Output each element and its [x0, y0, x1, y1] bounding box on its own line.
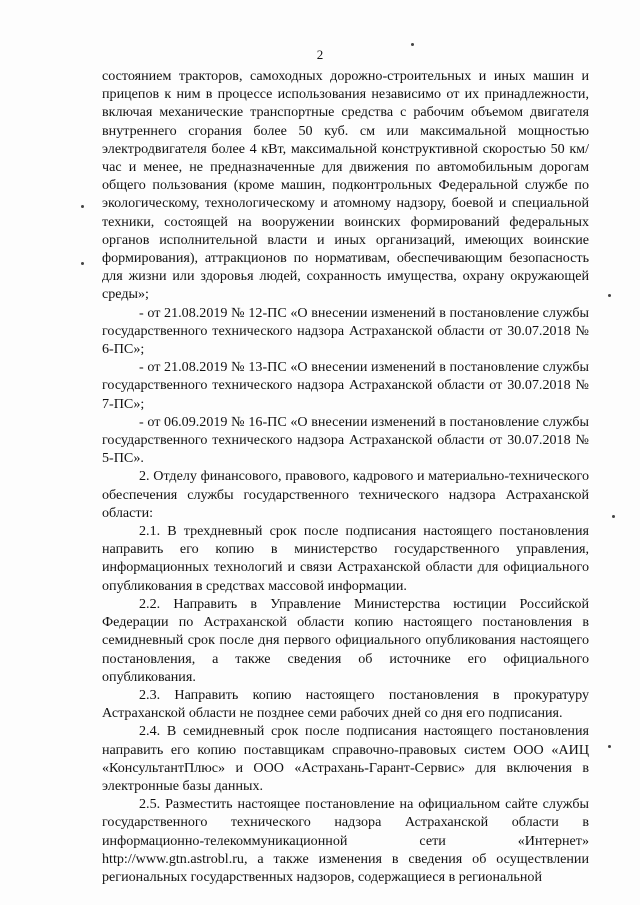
scan-speck	[608, 294, 611, 297]
paragraph-item-2: 2. Отделу финансового, правового, кадрового и материально-технического обеспечения службы государственного технического надзора Астраханской области:	[102, 468, 589, 521]
scan-speck	[608, 745, 611, 748]
paragraph-item-2-4: 2.4. В семидневный срок после подписания настоящего постановления направить его копию поставщикам справочно-правовых систем ООО «АИЦ «КонсультантПлюс» и ООО «Астрахань-Гарант-Сервис» для включения в электронные базы данных.	[102, 723, 589, 794]
scan-speck	[612, 515, 615, 518]
paragraph-item-2-1: 2.1. В трехдневный срок после подписания настоящего постановления направить его копию в министерство государственного управления, информационных технологий и связи Астраханской области для официального опубликования в средствах массовой информации.	[102, 523, 589, 594]
scan-speck	[81, 205, 84, 208]
scan-speck	[81, 262, 84, 265]
paragraph-item-2-3: 2.3. Направить копию настоящего постановления в прокуратуру Астраханской области не позднее семи рабочих дней со дня его подписания.	[102, 686, 589, 722]
paragraph-list-item-16-ps: - от 06.09.2019 № 16-ПС «О внесении изменений в постановление службы государственного технического надзора Астраханской области от 30.07.2018 № 5-ПС».	[102, 413, 589, 467]
document-body	[102, 67, 589, 886]
paragraph-list-item-12-ps: - от 21.08.2019 № 12-ПС «О внесении изменений в постановление службы государственного технического надзора Астраханской области от 30.07.2018 № 6-ПС»;	[102, 304, 589, 358]
paragraph-list-item-13-ps: - от 21.08.2019 № 13-ПС «О внесении изменений в постановление службы государственного технического надзора Астраханской области от 30.07.2018 № 7-ПС»;	[102, 359, 589, 412]
paragraph-item-2-2: 2.2. Направить в Управление Министерства юстиции Российской Федерации по Астраханской области копию настоящего постановления в семидневный срок после дня первого официального опубликования настоящего постановления, а также сведения об источнике его официального опубликования.	[102, 595, 589, 685]
paragraph-continuation: состоянием тракторов, самоходных дорожно-строительных и иных машин и прицепов к ним в процессе использования независимо от их принадлежности, включая механические транспортные средства с рабочим объемом двигателя внутреннего сгорания более 50 куб. см или максимальной мощностью электродвигателя более 4 кВт, максимальной конструктивной скоростью 50 км/час и менее, не предназначенные для движения по автомобильным дорогам общего пользования (кроме машин, подконтрольных Федеральной службе по экологическому, технологическому и атомному надзору, боевой и специальной техники, состоящей на вооружении воинских формирований федеральных органов исполнительной власти и иных организаций, имеющих воинские формирования), аттракционов по нормативам, обеспечивающим безопасность для жизни или здоровья людей, сохранность имущества, охрану окружающей среды»;	[102, 68, 589, 303]
scan-speck	[411, 43, 414, 46]
paragraph-item-2-5: 2.5. Разместить настоящее постановление на официальном сайте службы государственного технического надзора Астраханской области в информационно-телекоммуникационной сети «Интернет» http://www.gtn.astrobl.ru, а также изменения в сведения об осуществлении региональных государственных надзоров, содержащиеся в региональной	[102, 796, 589, 885]
page-number: 2	[316, 47, 324, 62]
